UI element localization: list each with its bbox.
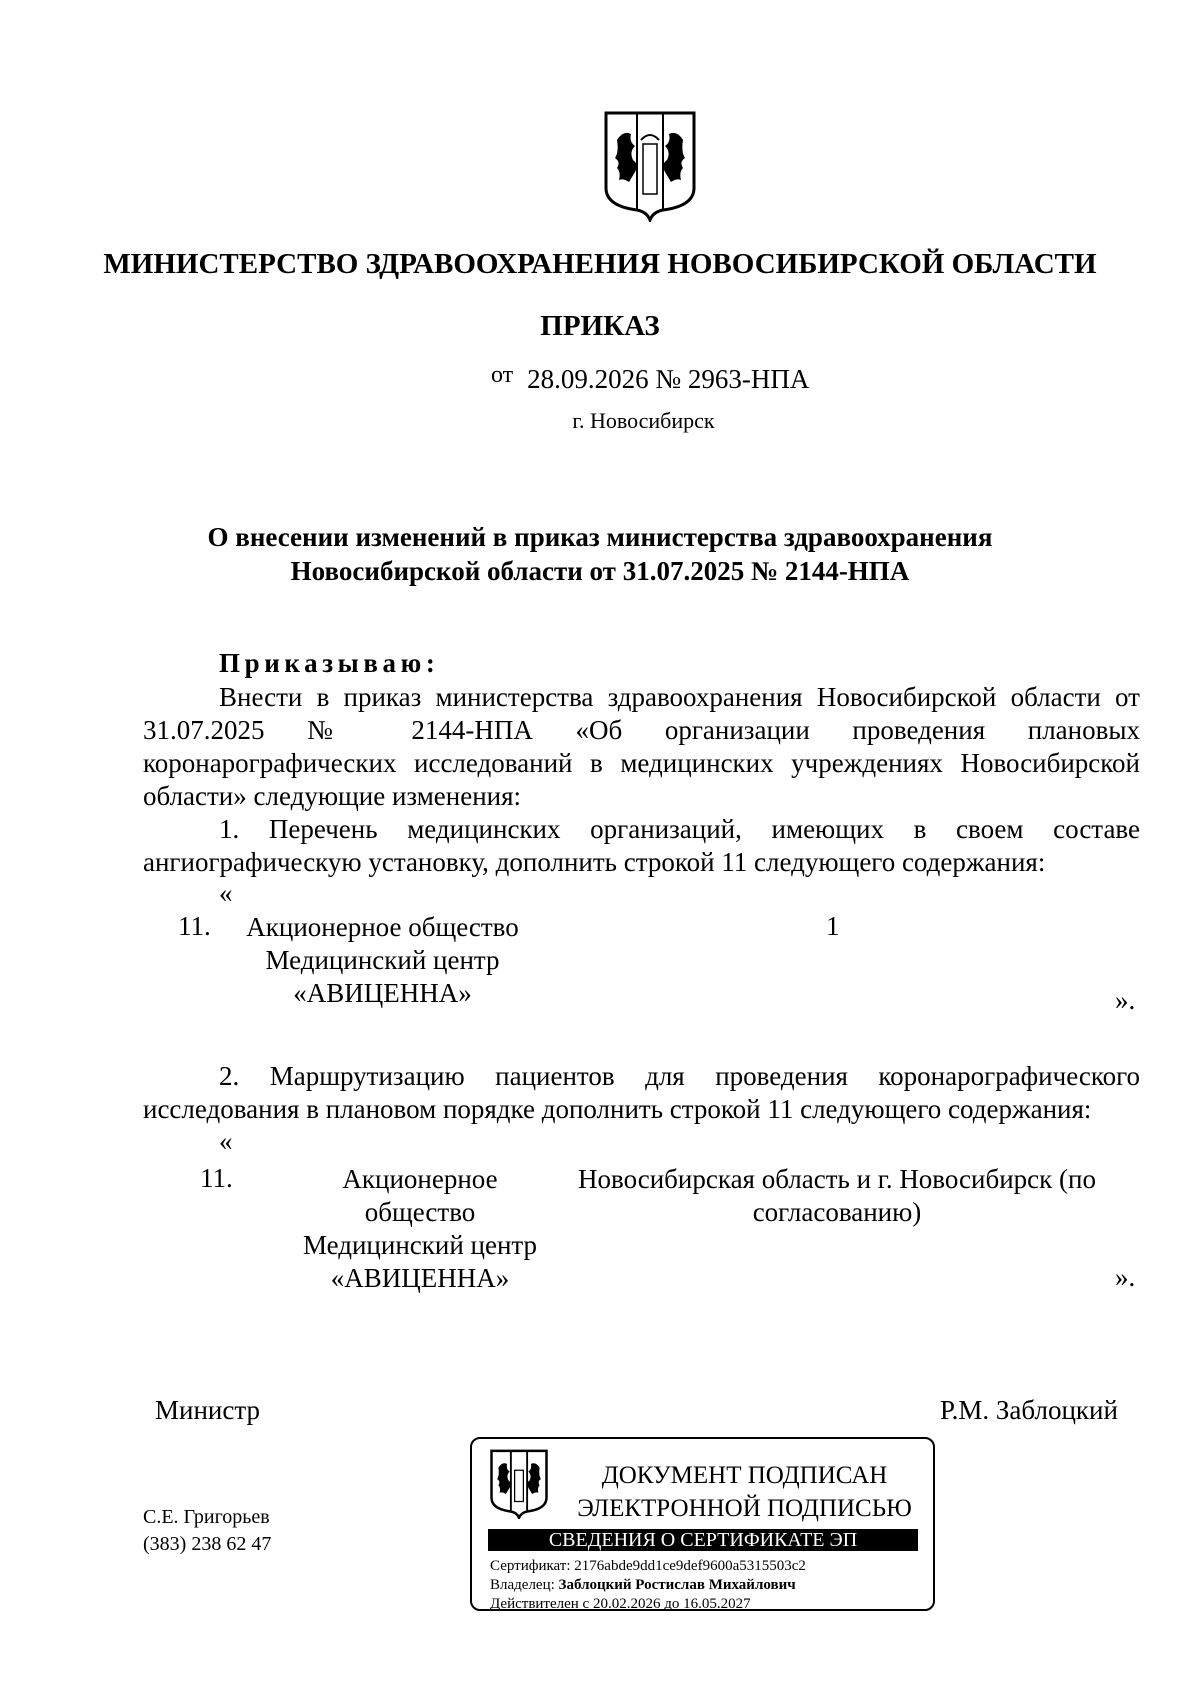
paragraph-item-1: 1. Перечень медицинских организаций, имеющих в своем составе ангиографическую установку, дополнить строкой 11 следующего содержания: — [143, 814, 1140, 877]
table1-org-name — [240, 911, 525, 1010]
quote-close: ». — [1115, 985, 1136, 1015]
owner-value: Заблоцкий Ростислав Михайлович — [558, 1577, 796, 1593]
certificate-details — [490, 1557, 806, 1614]
electronic-signature-stamp — [470, 1437, 935, 1611]
org-line: общество — [364, 1197, 476, 1227]
city — [0, 408, 1200, 434]
quote-open: « — [219, 878, 233, 908]
subject-line-1: О внесении изменений в приказ министерства здравоохранения — [207, 522, 993, 552]
table2-territory — [557, 1163, 1117, 1229]
city-text: г. Новосибирск — [572, 408, 715, 433]
order-subject — [100, 520, 1100, 588]
paragraph-item-2: 2. Маршрутизацию пациентов для проведения коронарографического исследования в плановом порядке дополнить строкой 11 следующего содержания: — [143, 1061, 1140, 1124]
executor-phone: (383) 238 62 47 — [143, 1533, 272, 1555]
certificate-info-bar: СВЕДЕНИЯ О СЕРТИФИКАТЕ ЭП — [488, 1529, 918, 1551]
owner-label: Владелец: — [490, 1577, 555, 1593]
ministry-name: МИНИСТЕРСТВО ЗДРАВООХРАНЕНИЯ НОВОСИБИРСКОЙ ОБЛАСТИ — [103, 248, 1097, 280]
cert-value: 2176abde9dd1ce9def9600a5315503c2 — [574, 1558, 806, 1574]
table2-row-number: 11. — [200, 1163, 233, 1193]
table1-row-number: 11. — [178, 911, 211, 941]
coat-of-arms-icon — [603, 110, 697, 222]
date-number: 28.09.2026 № 2963-НПА — [527, 364, 810, 394]
document-type: ПРИКАЗ — [540, 310, 660, 342]
territory-line: Новосибирская область и г. Новосибирск (по — [578, 1164, 1096, 1194]
stamp-title-line: ЭЛЕКТРОННОЙ ПОДПИСЬЮ — [577, 1495, 912, 1522]
date-prefix: от — [491, 362, 514, 388]
subject-line-2: Новосибирской области от 31.07.2025 № 2144-НПА — [290, 556, 910, 586]
stamp-title-line: ДОКУМЕНТ ПОДПИСАН — [601, 1462, 888, 1489]
valid-line: Действителен с 20.02.2026 до 16.05.2027 — [490, 1596, 751, 1612]
quote-open: « — [219, 1126, 233, 1156]
org-line: Акционерное общество — [246, 912, 519, 942]
order-date-number — [491, 364, 809, 395]
executor-info — [143, 1504, 271, 1558]
stamp-title — [562, 1459, 927, 1525]
executor-name: С.Е. Григорьев — [143, 1506, 270, 1528]
owner-line — [490, 1576, 806, 1595]
coat-of-arms-icon — [488, 1449, 550, 1519]
org-line: «АВИЦЕННА» — [293, 978, 472, 1008]
order-word: Приказываю: — [219, 648, 440, 678]
territory-line: согласованию) — [752, 1197, 922, 1227]
org-line: «АВИЦЕННА» — [330, 1263, 510, 1293]
quote-close: ». — [1115, 1262, 1136, 1292]
org-line: Медицинский центр — [265, 945, 500, 975]
table1-count: 1 — [826, 911, 840, 941]
org-line: Медицинский центр — [302, 1230, 538, 1260]
paragraph-intro: Внести в приказ министерства здравоохранения Новосибирской области от 31.07.2025 № 2144-НПА «Об организации проведения плановых коронарографических исследований в медицинских учреждениях Новосибирской области» следующие изменения: — [143, 682, 1140, 811]
table2-org-name — [270, 1163, 570, 1295]
cert-label: Сертификат: — [490, 1558, 571, 1574]
signer-position: Министр — [155, 1395, 260, 1425]
org-line: Акционерное — [342, 1164, 498, 1194]
certificate-line — [490, 1557, 806, 1576]
signer-name: Р.М. Заблоцкий — [940, 1395, 1118, 1425]
